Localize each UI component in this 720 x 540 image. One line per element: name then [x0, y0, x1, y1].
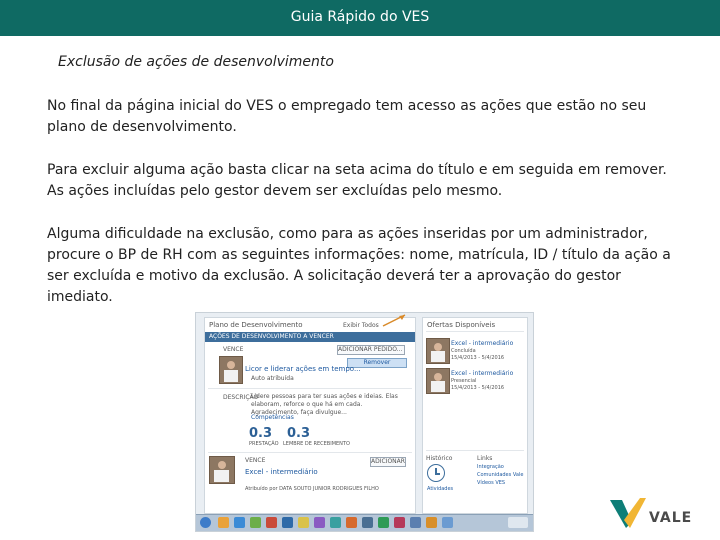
vale-logo-text: VALE [649, 510, 693, 526]
taskbar-app-icon[interactable] [298, 517, 309, 528]
offer2-thumbnail [426, 368, 450, 394]
item1-title-link[interactable]: Licor e liderar ações em tempo... [245, 365, 361, 373]
competencias-link[interactable]: Competências [251, 414, 294, 421]
taskbar-app-icon[interactable] [330, 517, 341, 528]
history-label: Histórico [426, 455, 453, 462]
description-label: DESCRIÇÃO [223, 394, 259, 401]
taskbar-app-icon[interactable] [266, 517, 277, 528]
taskbar [196, 514, 533, 531]
section-subtitle: Exclusão de ações de desenvolvimento [58, 54, 334, 70]
item2-title-link[interactable]: Excel - intermediário [245, 468, 318, 476]
item2-action-dropdown[interactable]: ADICIONAR [371, 458, 405, 465]
offers-panel [422, 317, 528, 514]
offer1-thumbnail [426, 338, 450, 364]
vale-logo-mark-icon [610, 498, 646, 530]
page-title: Guia Rápido do VES [290, 9, 430, 25]
taskbar-app-icon[interactable] [362, 517, 373, 528]
taskbar-app-icon[interactable] [250, 517, 261, 528]
link-item-2[interactable]: Comunidades Vale [477, 472, 524, 478]
item1-thumbnail [219, 356, 243, 384]
paragraph-2: Para excluir alguma ação basta clicar na seta acima do título e em seguida em remover. As ações incluídas pelo gestor devem ser excluídas pelo mesmo. [47, 162, 667, 199]
divider [208, 452, 412, 453]
divider [208, 388, 412, 389]
link-item-3[interactable]: Vídeos VES [477, 480, 506, 486]
offer2-date: 15/4/2013 - 5/4/2016 [451, 385, 505, 391]
view-all-link[interactable]: Exibir Todos [343, 322, 379, 329]
taskbar-app-icon[interactable] [218, 517, 229, 528]
embedded-screenshot [195, 312, 534, 532]
item2-label: VENCE [245, 457, 266, 464]
item1-status: Auto atribuída [251, 375, 294, 382]
taskbar-app-icon[interactable] [426, 517, 437, 528]
vale-logo [610, 498, 700, 532]
system-tray [508, 517, 528, 528]
header-bar [0, 0, 720, 36]
paragraph-3: Alguma dificuldade na exclusão, como para as ações inseridas por um administrador, procure o BP de RH com as seguintes informações: nome, matrícula, ID / título da ação a ser excluída e motivo da exclusão. A solicitação deverá ter a aprovação do gestor imediato. [47, 226, 671, 305]
offer1-title-link[interactable]: Excel - intermediário [451, 340, 514, 347]
development-plan-panel [204, 317, 416, 514]
clock-icon [427, 464, 445, 482]
taskbar-app-icon[interactable] [378, 517, 389, 528]
item2-meta: Atribuído por DATA SOUTO JUNIOR RODRIGUES FILHO [245, 486, 379, 492]
links-label: Links [477, 455, 493, 462]
taskbar-app-icon[interactable] [282, 517, 293, 528]
taskbar-app-icon[interactable] [314, 517, 325, 528]
metric1-value: 0.3 [249, 426, 273, 441]
metric2-label: LEMBRE DE RECEBIMENTO [283, 441, 350, 447]
offer1-meta: Concluída [451, 348, 476, 354]
item2-thumbnail [209, 456, 235, 484]
pointer-arrow-icon [381, 312, 409, 331]
link-item-1[interactable]: Integração [477, 464, 504, 470]
development-plan-title: Plano de Desenvolvimento [209, 321, 303, 329]
offer1-date: 15/4/2013 - 5/4/2016 [451, 355, 505, 361]
taskbar-app-icon[interactable] [234, 517, 245, 528]
taskbar-app-icon[interactable] [410, 517, 421, 528]
taskbar-app-icon[interactable] [442, 517, 453, 528]
taskbar-app-icon[interactable] [346, 517, 357, 528]
metric1-label: PRESTAÇÃO [249, 441, 279, 447]
item1-label: VENCE [223, 346, 244, 353]
description-text: Lidere pessoas para ter suas ações e ideias. Elas elaboram, reforce o que há em cada. Agradecimento, faça divulgue... [251, 393, 398, 416]
start-button-icon[interactable] [200, 517, 211, 528]
paragraph-1: No final da página inicial do VES o empregado tem acesso as ações que estão no seu plano de desenvolvimento. [47, 98, 647, 135]
divider [426, 331, 524, 332]
remove-menu-option[interactable]: Remover [347, 358, 407, 368]
offer2-meta: Presencial [451, 378, 477, 384]
taskbar-app-icon[interactable] [394, 517, 405, 528]
section-bar: AÇÕES DE DESENVOLVIMENTO A VENCER [205, 332, 415, 342]
offer2-title-link[interactable]: Excel - intermediário [451, 370, 514, 377]
item1-action-dropdown[interactable]: ADICIONAR PEDIDO... [337, 345, 405, 355]
history-action-link[interactable]: Atividades [427, 486, 454, 492]
metric2-value: 0.3 [287, 426, 311, 441]
divider [426, 450, 524, 451]
offers-title: Ofertas Disponíveis [427, 321, 496, 329]
